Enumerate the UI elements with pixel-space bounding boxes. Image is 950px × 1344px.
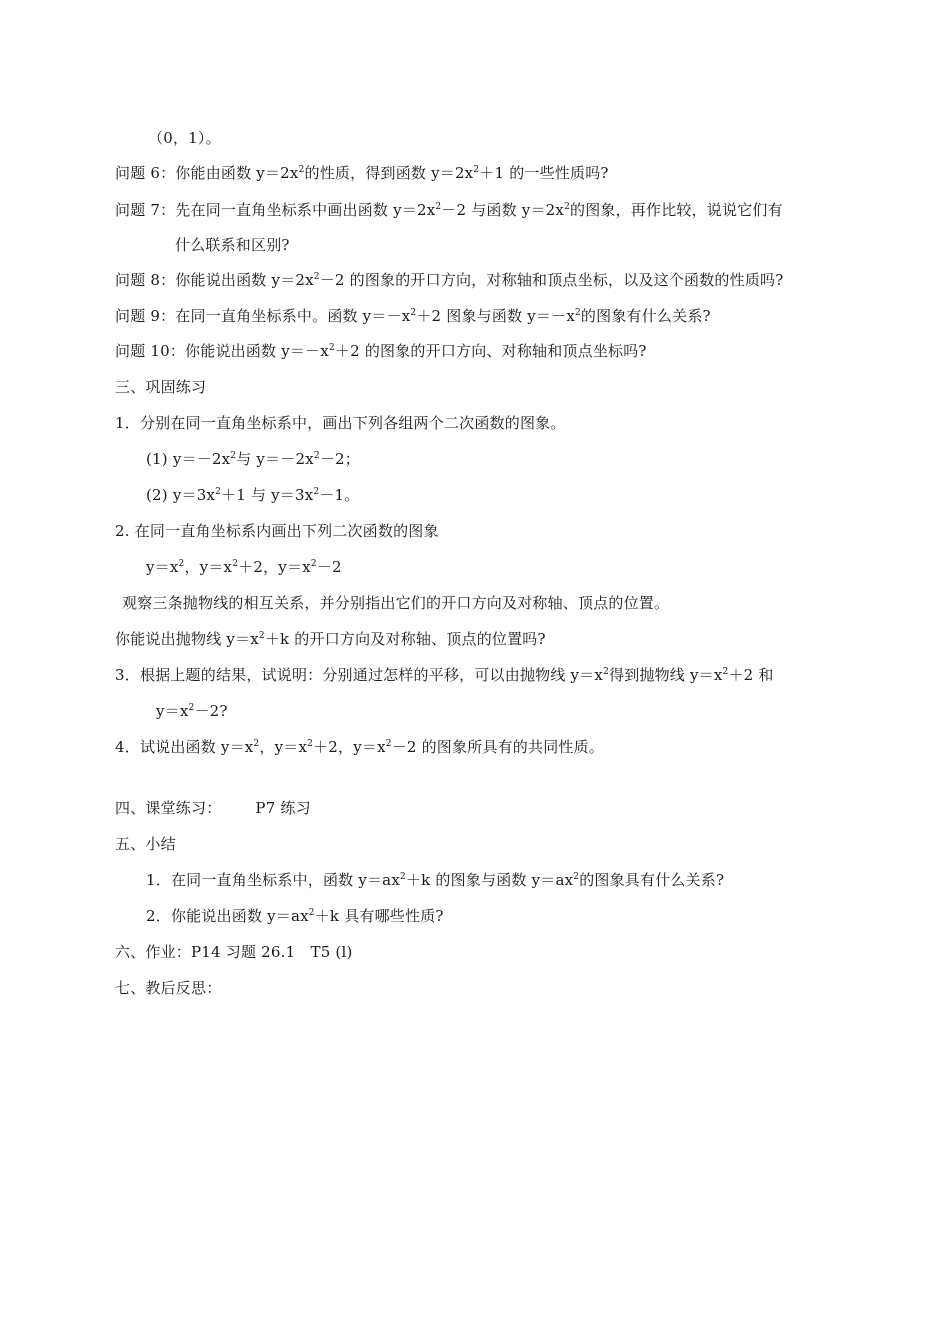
exercise-2-observe: 观察三条抛物线的相互关系，并分别指出它们的开口方向及对称轴、顶点的位置。 (122, 594, 670, 612)
section-heading-7: 七、教后反思： (115, 979, 222, 997)
exercise-1: 1．分别在同一直角坐标系中，画出下列各组两个二次函数的图象。 (115, 414, 566, 432)
text-line: （0，1）。 (148, 129, 221, 147)
summary-item-2: 2．你能说出函数 $y=ax^2+k$ 具有哪些性质? (146, 907, 444, 925)
exercise-1-part-2: (2) $y=3x^2+1$ 与 $y=3x^2-1$。 (146, 486, 360, 504)
question-7-continued: 什么联系和区别? (175, 236, 290, 254)
exercise-3-continued: $y=x^2-2$? (156, 702, 228, 720)
exercise-4: 4．试说出函数 $y=x^2$，$y=x^2+2$，$y=x^2-2$ 的图象所具有的共同性质。 (115, 738, 605, 756)
question-10: 问题 10：你能说出函数 $y=-x^2+2$ 的图象的开口方向、对称轴和顶点坐标吗? (115, 342, 647, 360)
exercise-2-question: 你能说出抛物线 $y=x^2+k$ 的开口方向及对称轴、顶点的位置吗? (115, 630, 546, 648)
section-heading-6: 六、作业：P14 习题 26.1 T5 (l) (115, 943, 353, 961)
section-heading-3: 三、巩固练习 (115, 378, 207, 396)
question-6: 问题 6：你能由函数 $y=2x^2$的性质，得到函数 $y=2x^2+1$ 的一些性质吗? (115, 164, 609, 182)
question-7: 问题 7：先在同一直角坐标系中画出函数 $y=2x^2-2$ 与函数 $y=2x^2$的图象，再作比较，说说它们有 (115, 201, 783, 219)
exercise-1-part-1: (1) $y=-2x^2$与 $y=-2x^2-2$； (146, 450, 360, 468)
question-9: 问题 9：在同一直角坐标系中。函数 $y=-x^2+2$ 图象与函数 $y=-x^2$的图象有什么关系? (115, 307, 711, 325)
exercise-2: 2. 在同一直角坐标系内画出下列二次函数的图象 (115, 522, 439, 540)
exercise-2-functions: $y=x^2$，$y=x^2+2$，$y=x^2-2$ (146, 558, 342, 576)
exercise-3: 3．根据上题的结果，试说明：分别通过怎样的平移，可以由抛物线 $y=x^2$得到抛物线 $y=x^2+2$ 和 (115, 666, 774, 684)
section-heading-4: 四、课堂练习： P7 练习 (115, 799, 311, 817)
question-8: 问题 8：你能说出函数 $y=2x^2-2$ 的图象的开口方向，对称轴和顶点坐标，以及这个函数的性质吗? (115, 271, 784, 289)
summary-item-1: 1．在同一直角坐标系中，函数 $y=ax^2+k$ 的图象与函数 $y=ax^2$的图象具有什么关系? (146, 871, 725, 889)
section-heading-5: 五、小结 (115, 835, 176, 853)
